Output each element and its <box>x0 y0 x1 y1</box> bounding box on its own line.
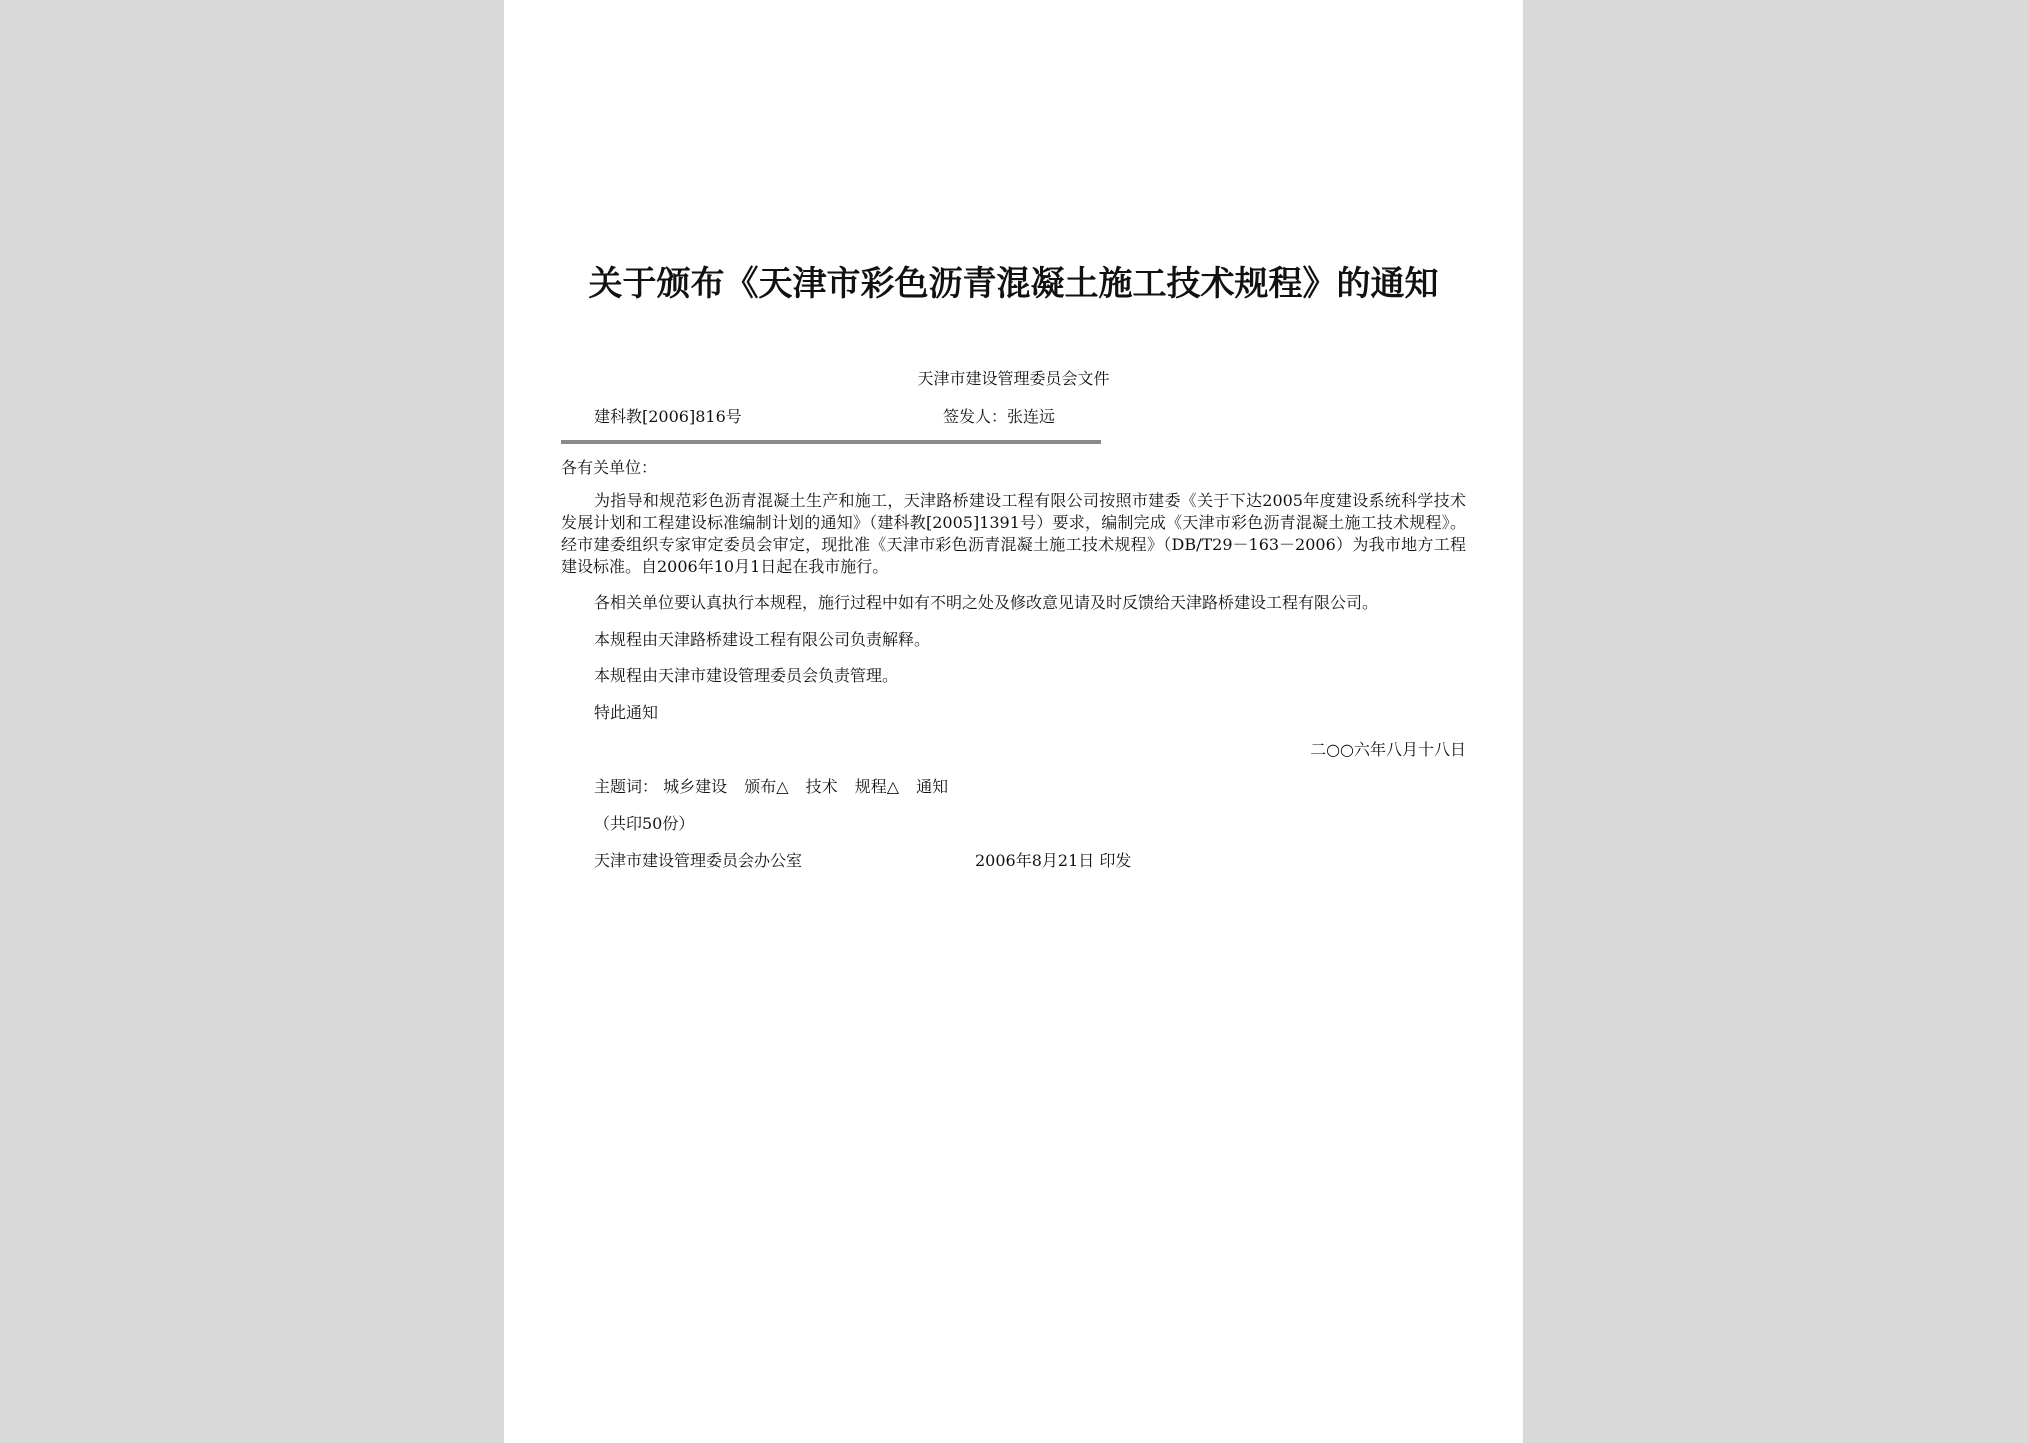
body-paragraph-3: 本规程由天津路桥建设工程有限公司负责解释。 <box>594 630 931 649</box>
issuer-line: 天津市建设管理委员会文件 <box>917 369 1110 388</box>
keywords-label: 主题词： <box>594 777 659 796</box>
document-page <box>504 0 1523 1443</box>
issuing-office: 天津市建设管理委员会办公室 <box>594 851 803 870</box>
signer: 签发人：张连远 <box>943 407 1056 426</box>
keyword: 颁布△ <box>744 777 789 796</box>
body-paragraph-1: 为指导和规范彩色沥青混凝土生产和施工，天津路桥建设工程有限公司按照市建委《关于下达2005年度建设系统科学技术发展计划和工程建设标准编制计划的通知》（建科教[2005]1391号）要求，编制完成《天津市彩色沥青混凝土施工技术规程》。经市建委组织专家审定委员会审定，现批准《天津市彩色沥青混凝土施工技术规程》（DB/T29－163－2006）为我市地方工程建设标准。自2006年10月1日起在我市施行。 <box>561 491 1466 576</box>
salutation: 各有关单位： <box>561 458 658 477</box>
body-paragraph-2: 各相关单位要认真执行本规程，施行过程中如有不明之处及修改意见请及时反馈给天津路桥建设工程有限公司。 <box>594 593 1379 612</box>
keyword: 通知 <box>916 777 949 796</box>
keyword: 城乡建设 <box>663 777 728 796</box>
keyword: 技术 <box>805 777 838 796</box>
body-paragraph-4: 本规程由天津市建设管理委员会负责管理。 <box>594 666 899 685</box>
document-date: 二○○六年八月十八日 <box>1310 740 1466 759</box>
closing-line: 特此通知 <box>594 703 659 722</box>
document-number: 建科教[2006]816号 <box>594 407 742 426</box>
copies-count: （共印50份） <box>594 814 695 833</box>
header-divider <box>561 440 1101 444</box>
document-title: 关于颁布《天津市彩色沥青混凝土施工技术规程》的通知 <box>588 264 1439 304</box>
keywords-line <box>594 774 960 797</box>
print-date: 2006年8月21日 印发 <box>975 851 1132 870</box>
keyword: 规程△ <box>854 777 900 796</box>
